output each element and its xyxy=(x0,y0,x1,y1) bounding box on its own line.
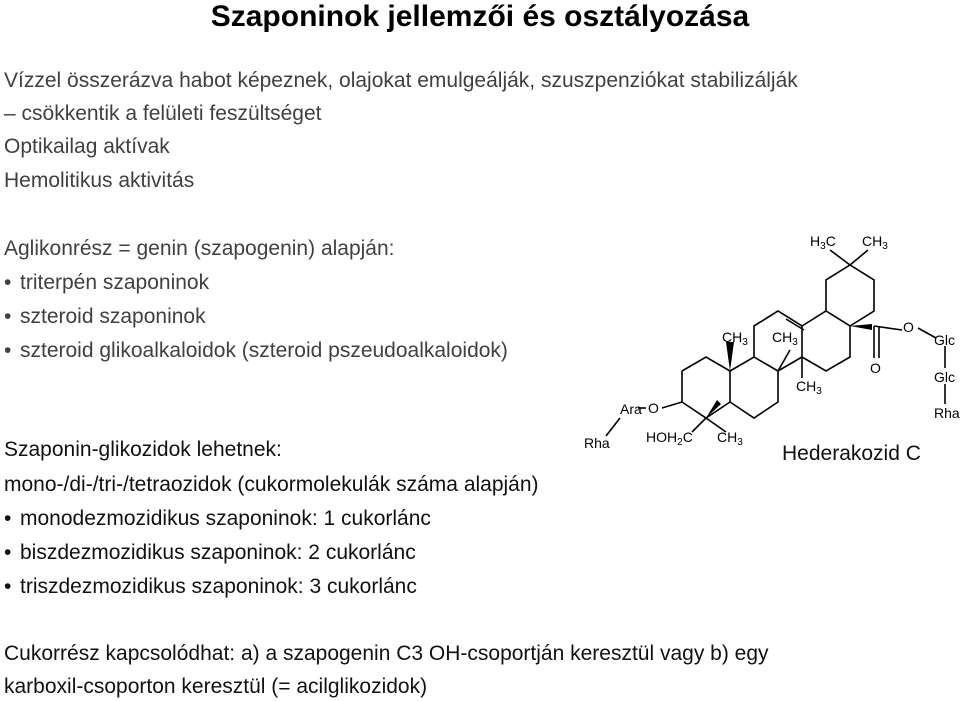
label-ch3-c: $CH_3$ xyxy=(796,378,822,397)
label-ara: Ara xyxy=(620,401,642,417)
glikozid-subheading: mono-/di-/tri-/tetraozidok (cukormolekulák száma alapján) xyxy=(4,473,539,496)
label-ch3-a: $CH_3$ xyxy=(722,329,748,348)
glikozid-item-1: • monodezmozidikus szaponinok: 1 cukorlánc xyxy=(4,506,431,532)
label-ch3-top: $CH_3$ xyxy=(862,233,888,252)
label-hoh2c: $HOH_2C$ xyxy=(646,429,693,448)
label-ch3-b: $CH_3$ xyxy=(772,329,798,348)
label-h3c: $H_3C$ xyxy=(810,233,836,252)
intro-line-1: Vízzel összerázva habot képeznek, olajokat emulgeálják, szuszpenziókat stabilizálják xyxy=(4,69,798,92)
aglikon-item-1: • triterpén szaponinok xyxy=(4,270,209,296)
label-rha-right: Rha xyxy=(934,405,960,421)
label-o-c3: O xyxy=(648,400,659,416)
aglikon-heading: Aglikonrész = genin (szapogenin) alapján: xyxy=(4,237,395,260)
label-o-ester: O xyxy=(903,319,914,335)
atom-labels xyxy=(584,233,960,451)
footer-line-1: Cukorrész kapcsolódhat: a) a szapogenin C3 OH-csoportján keresztül vagy b) egy xyxy=(4,642,769,665)
footer-line-2: karboxil-csoporton keresztül (= acilglikozidok) xyxy=(4,675,428,698)
page-title: Szaponinok jellemzői és osztályozása xyxy=(210,0,750,33)
label-glc-2: Glc xyxy=(934,369,955,385)
structure-caption: Hederakozid C xyxy=(782,442,921,465)
intro-line-3: Optikailag aktívak xyxy=(4,135,170,158)
glikozid-item-3: • triszdezmozidikus szaponinok: 3 cukorlánc xyxy=(4,574,417,600)
label-rha-left: Rha xyxy=(584,435,610,451)
label-ch3-d: $CH_3$ xyxy=(717,429,743,448)
label-glc-1: Glc xyxy=(934,332,955,348)
intro-line-4: Hemolitikus aktivitás xyxy=(4,169,195,192)
glikozid-heading: Szaponin-glikozidok lehetnek: xyxy=(4,438,282,461)
aglikon-item-2: • szteroid szaponinok xyxy=(4,304,206,330)
label-o-carbonyl: O xyxy=(870,360,881,376)
glikozid-item-2: • biszdezmozidikus szaponinok: 2 cukorlánc xyxy=(4,540,416,566)
intro-line-2: – csökkentik a felületi feszültséget xyxy=(4,102,322,125)
aglikon-item-3: • szteroid glikoalkaloidok (szteroid pszeudoalkaloidok) xyxy=(4,338,508,364)
